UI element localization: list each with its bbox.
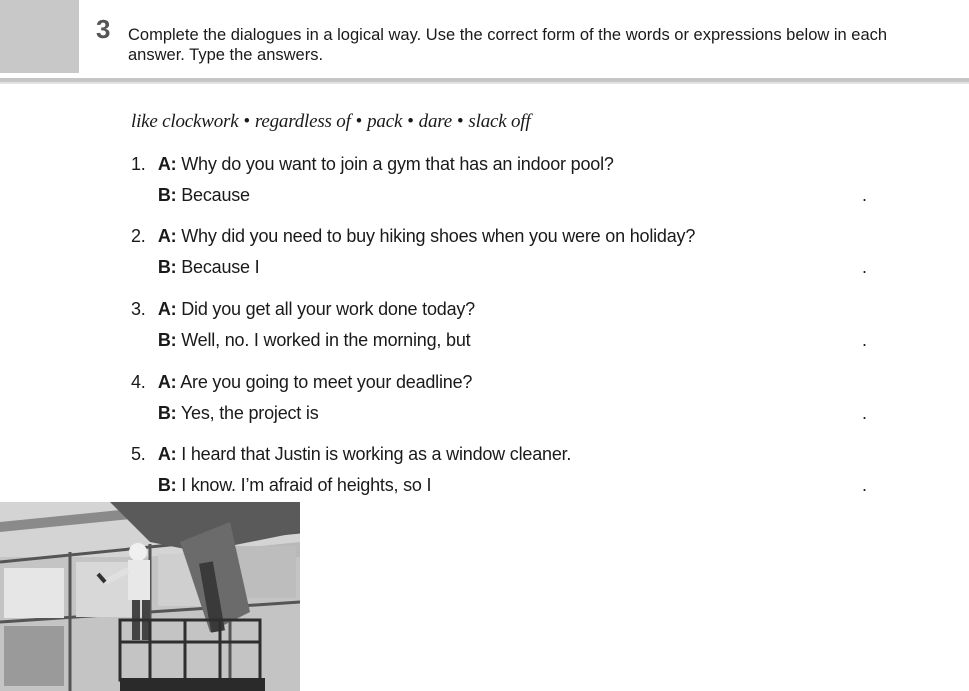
question-1-a-line bbox=[131, 149, 891, 180]
speaker-b-text: Because bbox=[181, 185, 250, 205]
question-3 bbox=[131, 294, 891, 356]
answer-end-period: . bbox=[862, 403, 867, 423]
speaker-a-text: Why do you want to join a gym that has an indoor pool? bbox=[181, 154, 614, 174]
speaker-b-label: B: bbox=[157, 403, 177, 423]
question-5-b-line bbox=[131, 470, 891, 501]
question-2 bbox=[131, 221, 891, 283]
speaker-a-text: Are you going to meet your deadline? bbox=[180, 372, 473, 392]
word-regardless-of: regardless of bbox=[254, 111, 351, 132]
word-separator: • bbox=[456, 111, 464, 132]
speaker-a-label: A: bbox=[157, 372, 177, 392]
speaker-a-label: A: bbox=[157, 154, 177, 174]
word-separator: • bbox=[355, 111, 363, 132]
word-like-clockwork: like clockwork bbox=[131, 111, 239, 132]
question-4-a-line bbox=[131, 367, 891, 398]
speaker-b-text: Yes, the project is bbox=[180, 403, 319, 423]
speaker-b-label: B: bbox=[157, 475, 177, 495]
word-box bbox=[131, 111, 530, 133]
question-2-b-line bbox=[131, 252, 891, 283]
speaker-b-label: B: bbox=[157, 185, 177, 205]
question-5-a-line bbox=[131, 439, 891, 470]
question-4 bbox=[131, 367, 891, 429]
question-2-a-line bbox=[131, 221, 891, 252]
header-divider-shadow bbox=[0, 82, 969, 84]
speaker-b-text: Because I bbox=[181, 257, 260, 277]
speaker-b-text: Well, no. I worked in the morning, but bbox=[181, 330, 471, 350]
answer-end-period: . bbox=[862, 257, 867, 277]
word-separator: • bbox=[243, 111, 250, 132]
exercise-number: 3 bbox=[96, 14, 111, 44]
question-number: 2. bbox=[131, 226, 146, 246]
question-1-b-line bbox=[131, 180, 891, 211]
question-5 bbox=[131, 439, 891, 501]
speaker-b-text: I know. I’m afraid of heights, so I bbox=[181, 475, 432, 495]
question-4-b-line bbox=[131, 398, 891, 429]
word-dare: dare bbox=[418, 111, 452, 132]
word-separator: • bbox=[407, 111, 414, 132]
answer-end-period: . bbox=[862, 330, 867, 350]
question-number: 4. bbox=[131, 372, 146, 392]
question-3-a-line bbox=[131, 294, 891, 325]
question-number: 5. bbox=[131, 444, 146, 464]
question-number: 1. bbox=[131, 154, 146, 174]
speaker-b-label: B: bbox=[157, 257, 177, 277]
answer-end-period: . bbox=[862, 475, 867, 495]
window-cleaner-photo bbox=[0, 502, 300, 691]
word-pack: pack bbox=[367, 111, 403, 132]
speaker-a-label: A: bbox=[157, 299, 177, 319]
speaker-a-text: Did you get all your work done today? bbox=[181, 299, 475, 319]
question-number: 3. bbox=[131, 299, 146, 319]
answer-end-period: . bbox=[862, 185, 867, 205]
exercise-instruction: Complete the dialogues in a logical way. Use the correct form of the words or expressions below in each answer. Type the answers. bbox=[128, 26, 888, 64]
speaker-a-text: I heard that Justin is working as a window cleaner. bbox=[181, 444, 572, 464]
question-1 bbox=[131, 149, 891, 211]
speaker-a-text: Why did you need to buy hiking shoes when you were on holiday? bbox=[181, 226, 696, 246]
speaker-b-label: B: bbox=[157, 330, 177, 350]
question-3-b-line bbox=[131, 325, 891, 356]
speaker-a-label: A: bbox=[157, 444, 177, 464]
exercise-header bbox=[0, 0, 969, 84]
speaker-a-label: A: bbox=[157, 226, 177, 246]
word-slack-off: slack off bbox=[468, 111, 531, 132]
header-corner-block bbox=[0, 0, 79, 73]
